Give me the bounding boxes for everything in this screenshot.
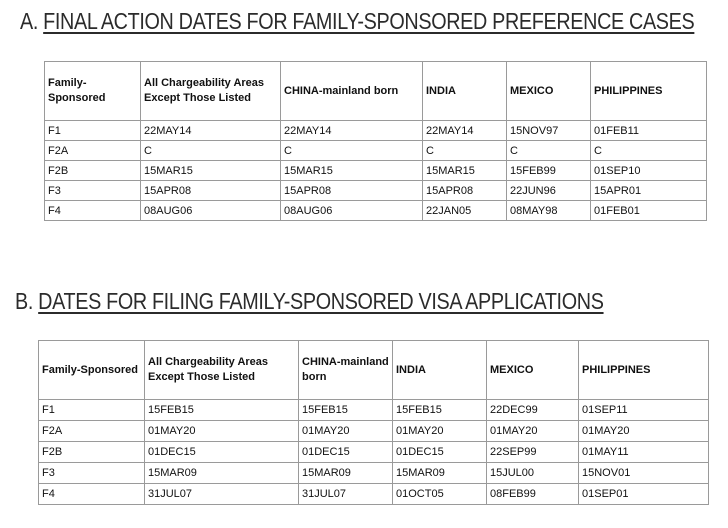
table-cell: 15APR08 bbox=[423, 181, 507, 201]
table-cell: 15MAR15 bbox=[281, 161, 423, 181]
table-cell: 01MAY20 bbox=[579, 421, 709, 442]
table-header-row bbox=[39, 341, 709, 400]
table-cell: 01OCT05 bbox=[393, 484, 487, 505]
table-cell: 01MAY20 bbox=[299, 421, 393, 442]
table-cell: 01SEP01 bbox=[579, 484, 709, 505]
table-cell: 15MAR15 bbox=[423, 161, 507, 181]
table-cell: C bbox=[507, 141, 591, 161]
table-cell: 01FEB01 bbox=[591, 201, 707, 221]
table-cell: 31JUL07 bbox=[145, 484, 299, 505]
table-cell: 22MAY14 bbox=[281, 121, 423, 141]
column-header-china: CHINA-mainland born bbox=[299, 341, 393, 400]
table-row bbox=[45, 181, 707, 201]
table-cell: 15MAR09 bbox=[393, 463, 487, 484]
table-cell: F4 bbox=[39, 484, 145, 505]
table-cell: 31JUL07 bbox=[299, 484, 393, 505]
column-header-all-chargeability: All Chargeability Areas Except Those Listed bbox=[145, 341, 299, 400]
column-header-india: INDIA bbox=[423, 62, 507, 121]
table-cell: 22MAY14 bbox=[141, 121, 281, 141]
table-cell: 15MAR15 bbox=[141, 161, 281, 181]
table-row bbox=[45, 201, 707, 221]
section-a-title-text: FINAL ACTION DATES FOR FAMILY-SPONSORED PREFERENCE CASES bbox=[43, 8, 695, 34]
table-cell: 01MAY11 bbox=[579, 442, 709, 463]
table-cell: F1 bbox=[45, 121, 141, 141]
table-cell: F3 bbox=[39, 463, 145, 484]
final-action-dates-table bbox=[44, 61, 707, 221]
column-header-philippines: PHILIPPINES bbox=[579, 341, 709, 400]
table-cell: F2B bbox=[39, 442, 145, 463]
table-cell: C bbox=[591, 141, 707, 161]
column-header-india: INDIA bbox=[393, 341, 487, 400]
table-cell: F1 bbox=[39, 400, 145, 421]
section-b-title-text: DATES FOR FILING FAMILY-SPONSORED VISA APPLICATIONS bbox=[38, 288, 604, 314]
table-cell: F3 bbox=[45, 181, 141, 201]
table-cell: 01FEB11 bbox=[591, 121, 707, 141]
dates-for-filing-table bbox=[38, 340, 709, 505]
table-cell: 22DEC99 bbox=[487, 400, 579, 421]
table-cell: 01MAY20 bbox=[145, 421, 299, 442]
table-cell: 15JUL00 bbox=[487, 463, 579, 484]
table-cell: 01MAY20 bbox=[487, 421, 579, 442]
table-cell: F2A bbox=[39, 421, 145, 442]
table-cell: 08FEB99 bbox=[487, 484, 579, 505]
column-header-mexico: MEXICO bbox=[507, 62, 591, 121]
table-cell: 15FEB15 bbox=[299, 400, 393, 421]
table-cell: 01SEP10 bbox=[591, 161, 707, 181]
table-cell: C bbox=[281, 141, 423, 161]
table-cell: C bbox=[423, 141, 507, 161]
table-cell: 15NOV97 bbox=[507, 121, 591, 141]
table-cell: 22SEP99 bbox=[487, 442, 579, 463]
column-header-all-chargeability: All Chargeability Areas Except Those Listed bbox=[141, 62, 281, 121]
column-header-mexico: MEXICO bbox=[487, 341, 579, 400]
column-header-philippines: PHILIPPINES bbox=[591, 62, 707, 121]
table-cell: 22JAN05 bbox=[423, 201, 507, 221]
section-b-letter: B. bbox=[15, 288, 34, 314]
table-row bbox=[45, 141, 707, 161]
section-a-title bbox=[20, 8, 694, 35]
table-row bbox=[39, 463, 709, 484]
table-cell: 15APR08 bbox=[141, 181, 281, 201]
table-cell: F2A bbox=[45, 141, 141, 161]
table-cell: F4 bbox=[45, 201, 141, 221]
table-row bbox=[39, 421, 709, 442]
column-header-china: CHINA-mainland born bbox=[281, 62, 423, 121]
table-cell: 01SEP11 bbox=[579, 400, 709, 421]
column-header-family-sponsored: Family-Sponsored bbox=[39, 341, 145, 400]
table-row bbox=[45, 121, 707, 141]
section-b-title bbox=[15, 288, 604, 315]
table-cell: 01DEC15 bbox=[145, 442, 299, 463]
table-cell: 01DEC15 bbox=[393, 442, 487, 463]
table-header-row bbox=[45, 62, 707, 121]
table-cell: 22JUN96 bbox=[507, 181, 591, 201]
table-cell: 22MAY14 bbox=[423, 121, 507, 141]
table-cell: 15MAR09 bbox=[145, 463, 299, 484]
column-header-family-sponsored: Family-Sponsored bbox=[45, 62, 141, 121]
table-cell: 08AUG06 bbox=[281, 201, 423, 221]
table-cell: 08AUG06 bbox=[141, 201, 281, 221]
table-cell: 08MAY98 bbox=[507, 201, 591, 221]
table-row bbox=[39, 400, 709, 421]
table-cell: 15MAR09 bbox=[299, 463, 393, 484]
table-cell: 15APR01 bbox=[591, 181, 707, 201]
table-cell: 15FEB99 bbox=[507, 161, 591, 181]
table-cell: F2B bbox=[45, 161, 141, 181]
table-row bbox=[39, 484, 709, 505]
table-cell: 15NOV01 bbox=[579, 463, 709, 484]
table-row bbox=[39, 442, 709, 463]
table-row bbox=[45, 161, 707, 181]
table-cell: 01MAY20 bbox=[393, 421, 487, 442]
section-a-letter: A. bbox=[20, 8, 39, 34]
table-cell: C bbox=[141, 141, 281, 161]
table-cell: 15FEB15 bbox=[145, 400, 299, 421]
table-cell: 15APR08 bbox=[281, 181, 423, 201]
table-cell: 15FEB15 bbox=[393, 400, 487, 421]
table-cell: 01DEC15 bbox=[299, 442, 393, 463]
